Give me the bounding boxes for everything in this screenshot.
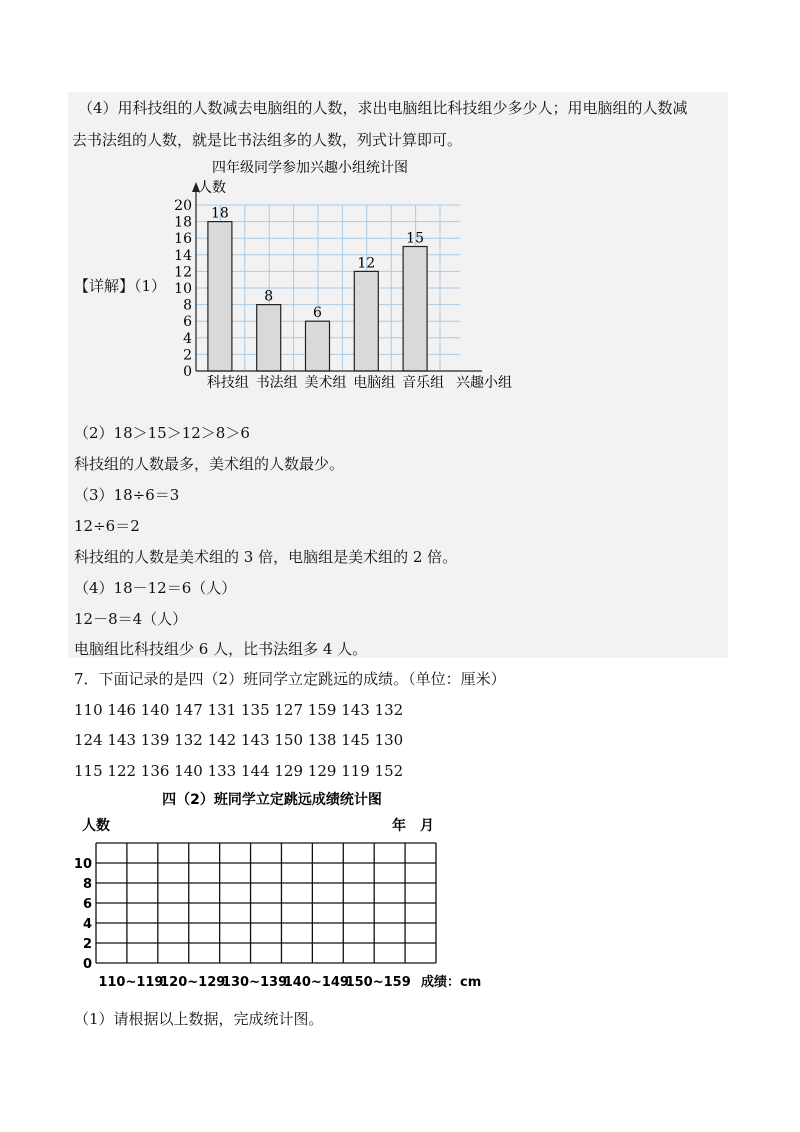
answer-line-8: 电脑组比科技组少 6 人，比书法组多 4 人。 — [74, 640, 368, 658]
chart1-category-label: 书法组 — [255, 375, 298, 391]
chart2-category-label: 130~139 — [221, 975, 288, 990]
answer-line-1: （2）18＞15＞12＞8＞6 — [74, 424, 250, 442]
chart1-data-label: 15 — [406, 230, 425, 247]
chart1-ytick-label: 12 — [174, 264, 192, 281]
answer-line-6: （4）18－12＝6（人） — [74, 579, 237, 597]
data-row-3: 115 122 136 140 133 144 129 129 119 152 — [74, 762, 404, 780]
answer-line-2: 科技组的人数最多，美术组的人数最少。 — [74, 455, 345, 473]
chart1-category-label: 音乐组 — [402, 375, 445, 391]
chart2-ytick-label: 6 — [82, 897, 92, 912]
chart1-ytick-label: 14 — [174, 247, 192, 264]
data-row-1: 110 146 140 147 131 135 127 159 143 132 — [74, 701, 404, 719]
chart1-category-label: 美术组 — [304, 375, 347, 391]
chart1-ytick-label: 6 — [183, 314, 192, 331]
chart2-category-label: 140~149 — [283, 975, 349, 990]
question-7-sub-1[interactable]: （1）请根据以上数据，完成统计图。 — [74, 1010, 324, 1028]
chart1-category-label: 科技组 — [206, 375, 249, 391]
chart2-category-label: 110~119 — [98, 975, 164, 990]
chart2-ytick-label: 2 — [82, 937, 92, 952]
chart1-category-label: 电脑组 — [353, 375, 396, 391]
chart1-title: 四年级同学参加兴趣小组统计图 — [212, 160, 408, 176]
chart1-xlabel: 兴趣小组 — [456, 375, 512, 391]
chart2-ytick-label: 4 — [82, 917, 92, 932]
answer-line-5: 科技组的人数是美术组的 3 倍，电脑组是美术组的 2 倍。 — [74, 548, 458, 566]
chart2-category-label: 150~159 — [345, 975, 411, 990]
chart1-data-label: 12 — [357, 255, 376, 272]
data-row-2: 124 143 139 132 142 143 150 138 145 130 — [74, 731, 404, 749]
chart1-ylabel: 人数 — [198, 180, 226, 196]
chart1-ytick-label: 4 — [183, 330, 192, 347]
chart2-xlabel: 成绩：cm — [421, 975, 482, 990]
analysis-line-2: 去书法组的人数，就是比书法组多的人数，列式计算即可。 — [72, 131, 463, 149]
chart1-ytick-label: 0 — [183, 364, 192, 380]
chart1-data-label: 8 — [264, 288, 274, 305]
answer-line-4: 12÷6＝2 — [74, 517, 140, 535]
chart2-ytick-label: 10 — [73, 857, 92, 872]
chart2-grid — [96, 843, 436, 963]
chart1-data-label: 18 — [210, 205, 229, 222]
chart1-ytick-label: 8 — [183, 297, 192, 314]
chart1-ytick-label: 2 — [183, 347, 192, 364]
chart2-title: 四（2）班同学立定跳远成绩统计图 — [162, 792, 382, 808]
chart1-ytick-label: 16 — [174, 231, 192, 248]
chart1-ytick-label: 18 — [174, 214, 192, 231]
chart2-date-label: 年 月 — [392, 818, 434, 834]
analysis-line-1: （4）用科技组的人数减去电脑组的人数，求出电脑组比科技组少多少人；用电脑组的人数减 — [78, 99, 688, 117]
chart2-ytick-label: 0 — [82, 957, 92, 972]
chart1-ytick-label: 20 — [174, 198, 192, 214]
answer-line-3: （3）18÷6＝3 — [74, 486, 180, 504]
chart1-ytick-label: 10 — [174, 281, 192, 297]
answer-line-7: 12－8＝4（人） — [74, 610, 188, 628]
chart2-ytick-label: 8 — [82, 877, 92, 892]
question-7-stem: 7．下面记录的是四（2）班同学立定跳远的成绩。（单位：厘米） — [74, 670, 506, 688]
chart1-data-label: 6 — [313, 305, 322, 322]
detail-label: 【详解】（1） — [74, 277, 167, 295]
chart2-ylabel: 人数 — [82, 818, 110, 834]
chart2-category-label: 120~129 — [160, 975, 226, 990]
